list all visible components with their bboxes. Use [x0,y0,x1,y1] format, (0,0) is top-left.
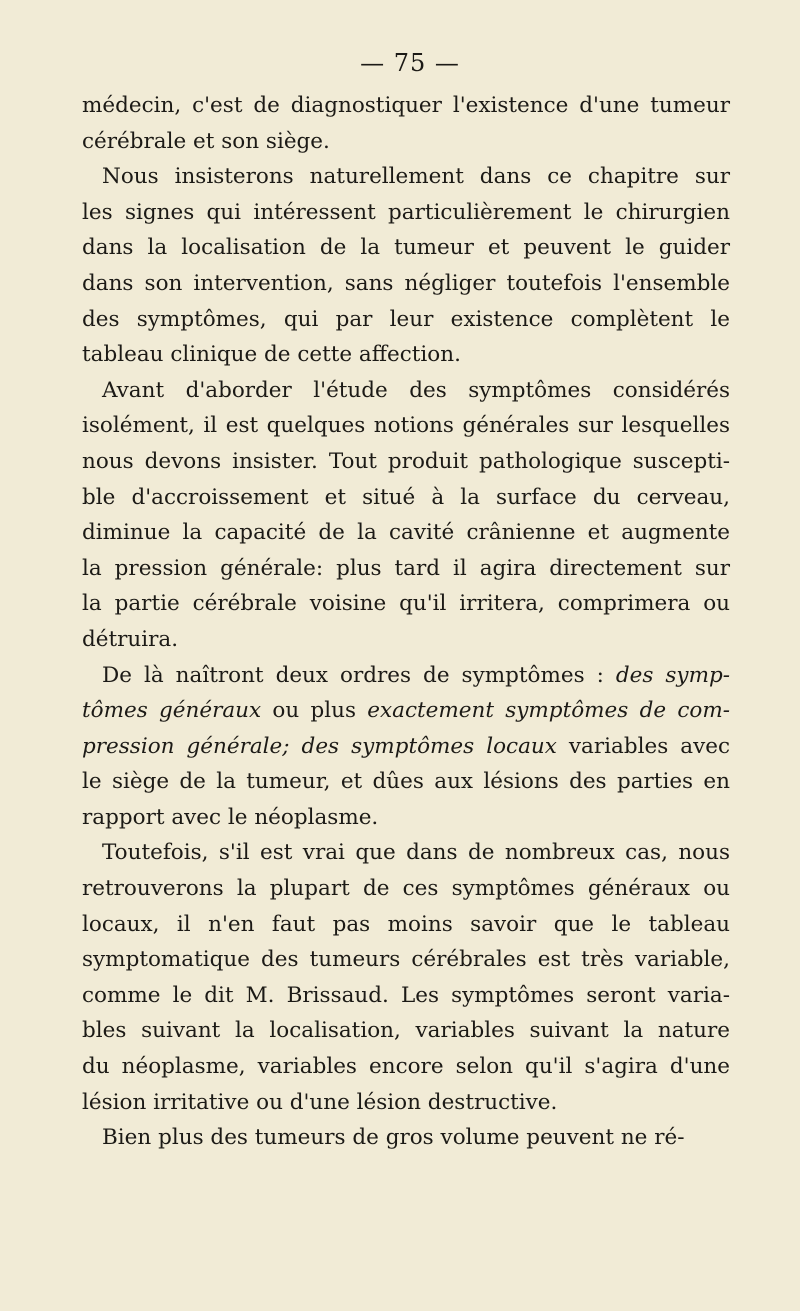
paragraph-start-line: Toutefois, s'il est vrai que dans de nombreux cas, nous [102,840,730,866]
paragraph-start-line: Nous insisterons naturellement dans ce chapitre sur [102,164,730,190]
text-line: les signes qui intéressent particulièrement le chirurgien [82,199,730,225]
italic-segment: exactement symptômes de com- [367,698,730,724]
text-line: lésion irritative ou d'une lésion destructive. [82,1089,558,1115]
text-line: le siège de la tumeur, et dûes aux lésions des parties en [82,769,730,795]
text-line: nous devons insister. Tout produit pathologique suscepti- [82,448,730,474]
text-line: tableau clinique de cette affection. [82,342,461,368]
text-line: la pression générale: plus tard il agira directement sur [82,555,730,581]
text-line: détruira. [82,626,179,652]
text-line: ble d'accroissement et situé à la surface du cerveau, [82,484,730,510]
text-line: des symptômes, qui par leur existence complètent le [82,306,730,332]
page-number: — 75 — [360,49,460,77]
text-line: symptomatique des tumeurs cérébrales est très variable, [82,947,730,973]
text-line: dans la localisation de la tumeur et peuvent le guider [82,235,730,261]
text-segment: ou plus [272,698,357,724]
paragraph-start-line: Avant d'aborder l'étude des symptômes considérés [102,377,730,403]
text-line: diminue la capacité de la cavité crânienne et augmente [82,520,730,546]
text-line: médecin, c'est de diagnostiquer l'existence d'une tumeur [82,93,730,118]
italic-segment: pression générale; des symptômes locaux [82,733,557,759]
text-line: du néoplasme, variables encore selon qu'il s'agira d'une [82,1054,730,1080]
text-line: la partie cérébrale voisine qu'il irritera, comprimera ou [82,591,730,617]
body-text [82,88,730,1156]
text-line: comme le dit M. Brissaud. Les symptômes seront varia- [82,982,730,1008]
text-segment: De là naîtront deux ordres de symptômes : [102,662,604,688]
text-line: retrouverons la plupart de ces symptômes généraux ou [82,876,730,902]
italic-segment: des symp- [615,662,730,688]
text-line: locaux, il n'en faut pas moins savoir que le tableau [82,911,730,937]
book-page [82,48,730,1156]
text-line [82,693,730,729]
text-line [82,729,730,765]
text-line: dans son intervention, sans négliger toutefois l'ensemble [82,270,730,296]
text-line: bles suivant la localisation, variables suivant la nature [82,1018,730,1044]
text-line: rapport avec le néoplasme. [82,804,379,830]
paragraph-start-line [82,658,730,694]
text-line: isolément, il est quelques notions générales sur lesquelles [82,413,730,439]
paragraph-start-line: Bien plus des tumeurs de gros volume peuvent ne ré- [102,1125,685,1151]
text-segment: variables avec [568,733,731,759]
text-line: cérébrale et son siège. [82,128,330,154]
italic-segment: tômes généraux [82,698,262,724]
